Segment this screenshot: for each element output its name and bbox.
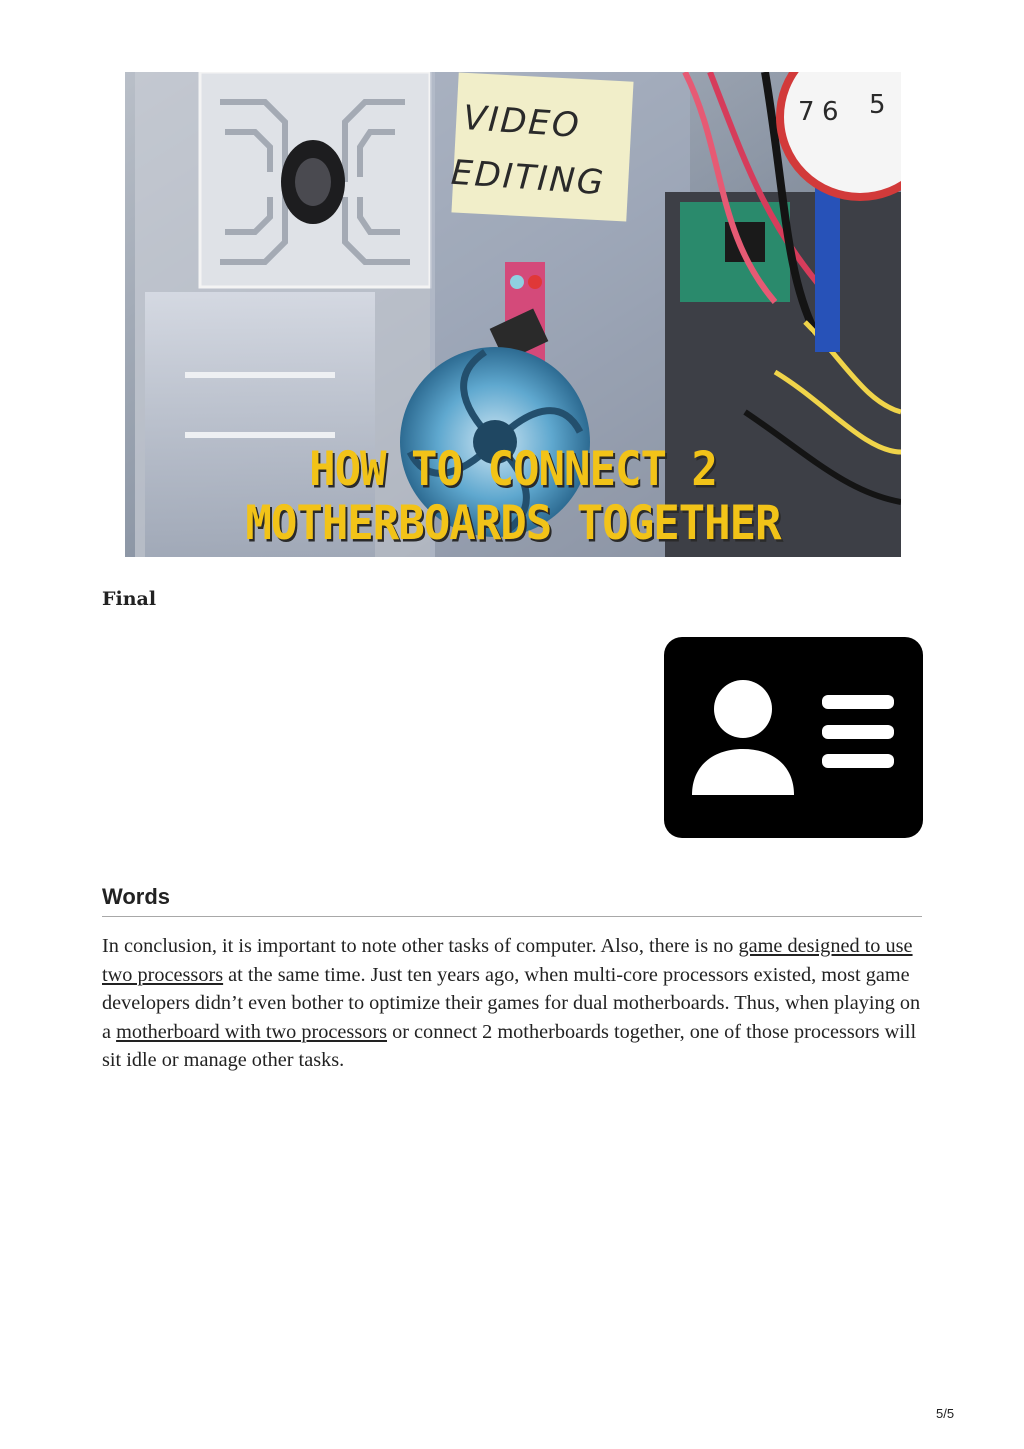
hero-caption-line1: HOW TO CONNECT 2 [309, 441, 717, 497]
hero-caption-line2: MOTHERBOARDS TOGETHER [245, 495, 781, 551]
page-number: 5/5 [936, 1406, 955, 1421]
clock-digit-7: 7 [798, 97, 817, 127]
note-text-line1: VIDEO [461, 97, 582, 147]
section-heading-words: Words [102, 884, 922, 917]
note-text-line2: EDITING [449, 152, 607, 204]
contact-card-icon [664, 637, 923, 838]
clock-digit-5: 5 [869, 90, 888, 120]
paragraph-text-1: In conclusion, it is important to note other tasks of computer. Also, there is no [102, 935, 739, 957]
paragraph-text-3: or connect 2 motherboards together, one of those processors will sit idle or manage other tasks. [102, 1020, 917, 1071]
paragraph-text-2: at the same time. Just ten years ago, when multi-core processors existed, most game developers didn’t even bother to optimize their games for dual motherboards. Thus, when playing on a [102, 963, 921, 1043]
article-hero-image [125, 72, 901, 557]
subheading-final: Final [102, 588, 157, 610]
conclusion-paragraph [102, 932, 924, 1075]
link-motherboard-two-processors[interactable]: motherboard with two processors [116, 1020, 388, 1043]
clock-digit-6: 6 [822, 97, 841, 127]
link-game-two-processors[interactable]: game designed to use two processors [102, 935, 913, 986]
